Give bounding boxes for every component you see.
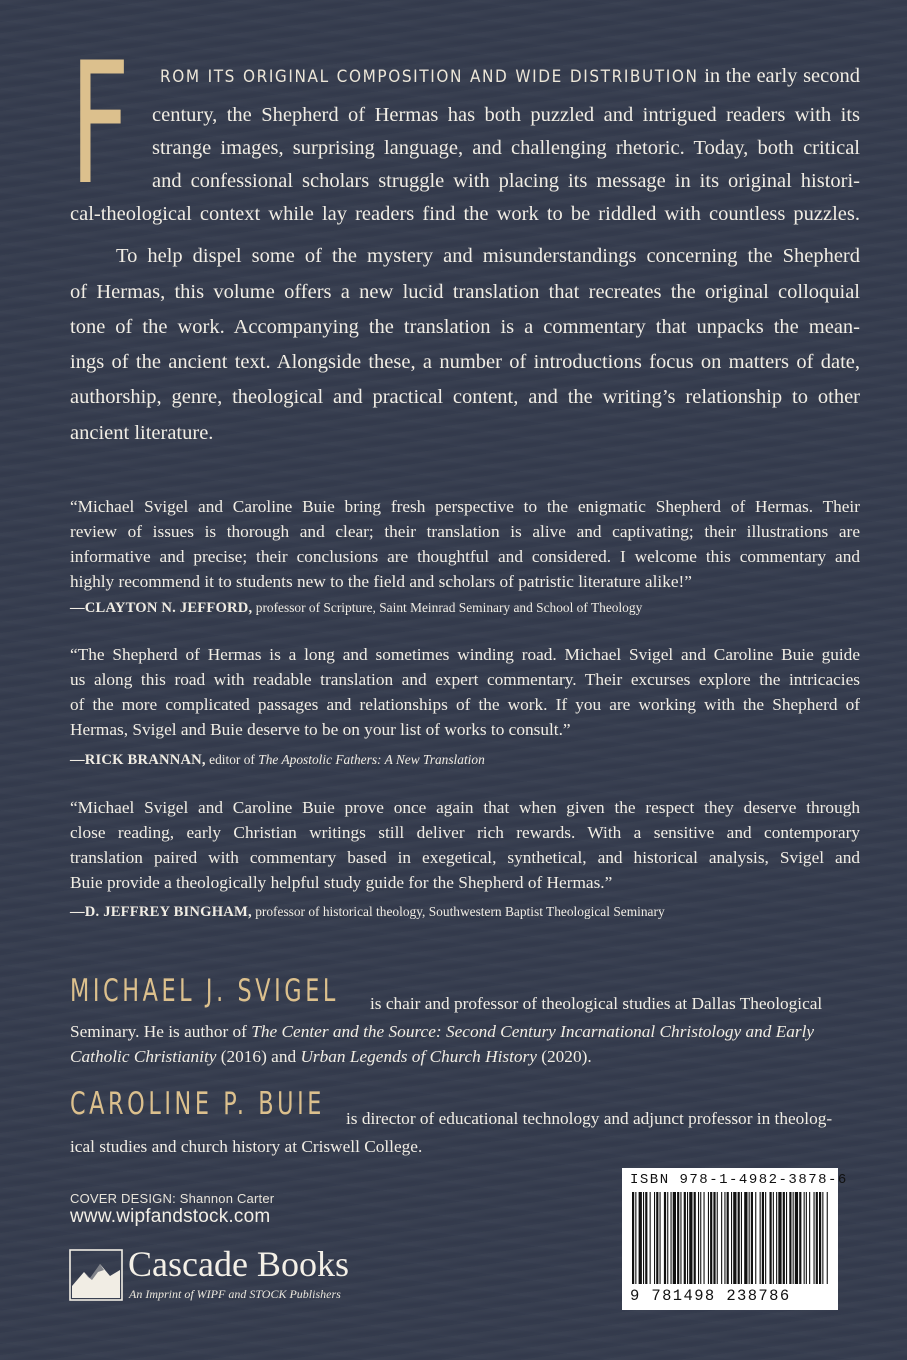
barcode-bar — [667, 1192, 668, 1284]
endorser-role: professor of Scripture, Saint Meinrad Seminary and School of Theology — [255, 600, 643, 615]
barcode-bar — [795, 1192, 798, 1284]
barcode-bar — [689, 1192, 692, 1284]
endorsement-3-attribution — [70, 902, 665, 922]
barcode-bar — [789, 1192, 791, 1284]
author-2-name: CAROLINE P. BUIE — [70, 1086, 325, 1122]
barcode-bar — [809, 1192, 810, 1284]
barcode-bar — [704, 1192, 705, 1284]
endorser-role-prefix: editor of — [209, 752, 255, 767]
barcode-bar — [698, 1192, 699, 1284]
isbn-label: ISBN 978-1-4982-3878-6 — [630, 1172, 848, 1188]
intro-p2-line-2: of Hermas, this volume offers a new lucid translation that recreates the original colloquial — [70, 281, 860, 303]
intro-line-1 — [160, 60, 860, 93]
barcode-digits: 9 781498 238786 — [630, 1287, 791, 1305]
barcode-bar — [733, 1192, 736, 1284]
barcode-bar — [660, 1192, 661, 1284]
barcode-bar — [708, 1192, 709, 1284]
cover-design-credit: COVER DESIGN: Shannon Carter — [70, 1191, 275, 1206]
publisher-name: Cascade Books — [128, 1244, 349, 1284]
endorsement-2-line-4: Hermas, Svigel and Buie deserve to be on your list of works to consult.” — [70, 720, 571, 739]
barcode-bar — [710, 1192, 712, 1284]
barcode-bar — [721, 1192, 722, 1284]
barcode-bar — [650, 1192, 651, 1284]
barcode-bar — [751, 1192, 753, 1284]
barcode-bar — [671, 1192, 672, 1284]
author-1-bio-line-2 — [70, 1019, 860, 1044]
barcode-bar — [738, 1192, 740, 1284]
barcode-bar — [694, 1192, 696, 1284]
barcode-bar — [814, 1192, 815, 1284]
endorsement-1-attribution — [70, 598, 642, 618]
barcode-bar — [783, 1192, 785, 1284]
barcode-bar — [717, 1192, 718, 1284]
barcode-bar — [713, 1192, 715, 1284]
barcode-bar — [664, 1192, 666, 1284]
barcode-bar — [793, 1192, 794, 1284]
endorsement-3-line-1: “Michael Svigel and Caroline Buie prove once again that when given the respect they deserve through — [70, 798, 860, 817]
endorsement-2-line-3: of the more complicated passages and relationships of the work. If you are working with the Shepherd of — [70, 695, 860, 714]
barcode-bar — [673, 1192, 676, 1284]
barcode-bar — [744, 1192, 747, 1284]
barcode-bar — [776, 1192, 777, 1284]
barcode-bar — [799, 1192, 801, 1284]
author-1-name: MICHAEL J. SVIGEL — [70, 973, 339, 1009]
barcode-bar — [654, 1192, 655, 1284]
author-1-bio-end: (2020). — [541, 1047, 592, 1066]
barcode-bar — [765, 1192, 766, 1284]
author-1-bio-mid: (2016) and — [220, 1047, 297, 1066]
barcode-bar — [770, 1192, 772, 1284]
barcode-bar — [684, 1192, 686, 1284]
barcode-bar — [687, 1192, 688, 1284]
barcode-bar — [639, 1192, 642, 1284]
author-2-bio-line-2: ical studies and church history at Criswell College. — [70, 1137, 423, 1156]
barcode-bar — [806, 1192, 807, 1284]
endorsement-2-line-2: us along this road with readable translation and expert commentary. Their excurses explore the intricacies — [70, 670, 860, 689]
barcode-bar — [827, 1192, 828, 1284]
endorsement-3-line-2: close reading, early Christian writings still deliver rich rewards. With a sensitive and contemporary — [70, 823, 860, 842]
barcode-bar — [731, 1192, 732, 1284]
intro-p2-line-4: ings of the ancient text. Alongside these, a number of introductions focus on matters of date, — [70, 351, 860, 373]
barcode-bar — [822, 1192, 823, 1284]
author-1-bio-line-3 — [70, 1044, 860, 1069]
author-2-bio-line-1: is director of educational technology and adjunct professor in theolog- — [346, 1109, 833, 1128]
endorsement-1-line-3: informative and precise; their conclusions are thoughtful and considered. I welcome this commentary and — [70, 547, 860, 566]
endorser-name: —CLAYTON N. JEFFORD, — [70, 600, 253, 616]
intro-p2-line-1: To help dispel some of the mystery and misunderstandings concerning the Shepherd — [116, 245, 860, 267]
barcode-icon — [632, 1192, 828, 1290]
endorser-name: —RICK BRANNAN, — [70, 752, 206, 768]
intro-p2-line-5: authorship, genre, theological and practical content, and the writing’s relationship to other — [70, 386, 860, 408]
intro-p2-line-6: ancient literature. — [70, 422, 214, 444]
endorsement-1-line-2: review of issues is thorough and clear; their translation is alive and captivating; their illustrations are — [70, 522, 860, 541]
intro-p2-line-3: tone of the work. Accompanying the translation is a commentary that unpacks the mean- — [70, 316, 860, 338]
author-1-bio-line-1: is chair and professor of theological studies at Dallas Theological — [370, 994, 823, 1013]
barcode-bar — [749, 1192, 750, 1284]
endorser-role-title: The Apostolic Fathers: A New Translation — [258, 752, 485, 767]
barcode-bar — [760, 1192, 761, 1284]
author-1-bio-prefix: Seminary. He is author of — [70, 1022, 247, 1041]
barcode-bar — [778, 1192, 781, 1284]
endorser-role: professor of historical theology, Southwestern Baptist Theological Seminary — [255, 904, 665, 919]
author-1-book-title-1-cont: Catholic Christianity — [70, 1047, 217, 1066]
barcode-bar — [677, 1192, 679, 1284]
endorsement-2-attribution — [70, 750, 485, 770]
drop-cap-letter: F — [70, 26, 129, 222]
barcode-bar — [741, 1192, 742, 1284]
barcode-bar — [632, 1192, 634, 1284]
barcode-bar — [816, 1192, 818, 1284]
barcode-bar — [635, 1192, 636, 1284]
barcode-bar — [724, 1192, 725, 1284]
endorsement-3-line-3: translation paired with commentary based in exegetical, synthetical, and historical analysis, Svigel and — [70, 848, 860, 867]
endorsement-1-line-4: highly recommend it to students new to the field and scholars of patristic literature alike!” — [70, 572, 692, 591]
barcode-bar — [727, 1192, 729, 1284]
intro-line-2: century, the Shepherd of Hermas has both puzzled and intrigued readers with its — [152, 104, 860, 126]
barcode-bar — [645, 1192, 647, 1284]
barcode-bar — [786, 1192, 787, 1284]
barcode-bar — [804, 1192, 805, 1284]
publisher-website: www.wipfandstock.com — [70, 1206, 271, 1227]
endorsement-1-line-1: “Michael Svigel and Caroline Buie bring fresh perspective to the enigmatic Shepherd of Hermas. Their — [70, 497, 860, 516]
barcode-bar — [700, 1192, 701, 1284]
barcode-bar — [643, 1192, 644, 1284]
barcode-bar — [755, 1192, 756, 1284]
intro-line-3: strange images, surprising language, and challenging rhetoric. Today, both critical — [152, 137, 860, 159]
barcode-bar — [773, 1192, 774, 1284]
publisher-imprint: An Imprint of WIPF and STOCK Publishers — [129, 1287, 341, 1301]
endorser-name: —D. JEFFREY BINGHAM, — [70, 904, 252, 920]
author-1-book-title-1: The Center and the Source: Second Century Incarnational Christology and Early — [251, 1022, 815, 1041]
barcode-bar — [762, 1192, 764, 1284]
endorsement-2-line-1: “The Shepherd of Hermas is a long and sometimes winding road. Michael Svigel and Caroline Buie guide — [70, 645, 860, 664]
author-1-book-title-2: Urban Legends of Church History — [300, 1047, 537, 1066]
barcode-bar — [680, 1192, 681, 1284]
endorsement-3-line-4: Buie provide a theologically helpful study guide for the Shepherd of Hermas.” — [70, 873, 613, 892]
intro-line-1-rest: in the early second — [704, 65, 860, 87]
intro-lead-in: ROM ITS ORIGINAL COMPOSITION AND WIDE DISTRIBUTION — [160, 67, 699, 87]
intro-line-4: and confessional scholars struggle with placing its message in its original histori- — [152, 170, 860, 192]
barcode-bar — [819, 1192, 821, 1284]
barcode-bar — [656, 1192, 658, 1284]
intro-line-5: cal-theological context while lay readers find the work to be riddled with countless puzzles. — [70, 203, 860, 225]
